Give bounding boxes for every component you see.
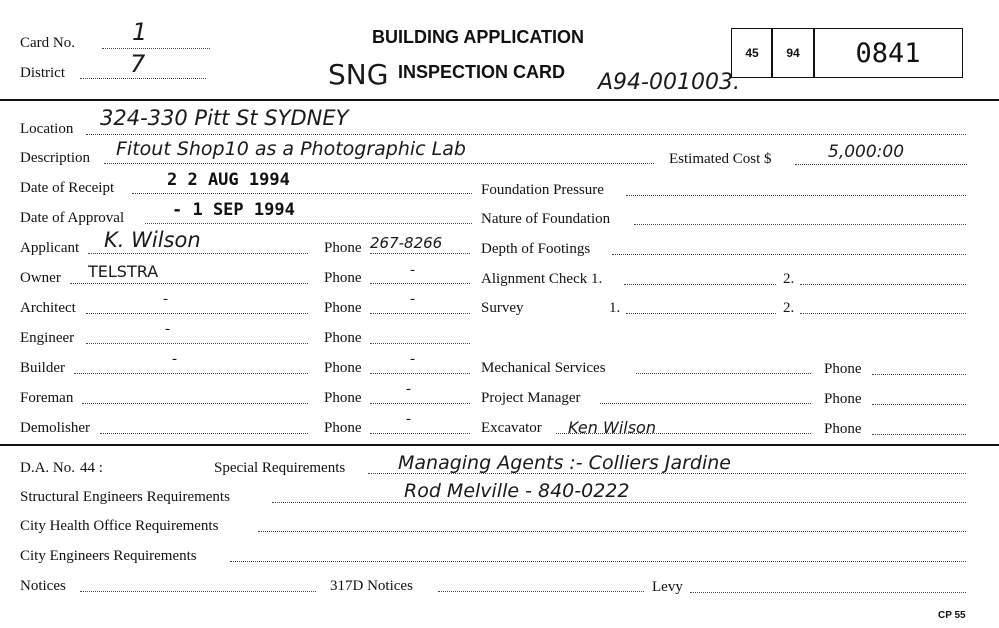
- date-approval-label: Date of Approval: [20, 210, 125, 226]
- card-no-line: [102, 48, 210, 49]
- alignment-check-line-2: [800, 284, 966, 285]
- date-receipt-label: Date of Receipt: [20, 180, 115, 196]
- foreman-phone-label: Phone: [324, 390, 362, 406]
- architect-line: [86, 313, 308, 314]
- estimated-cost-label: Estimated Cost $: [669, 151, 772, 167]
- structural-requirements-label: Structural Engineers Requirements: [20, 489, 230, 505]
- nature-foundation-line: [634, 224, 966, 225]
- location-value: 324-330 Pitt St SYDNEY: [100, 106, 349, 130]
- architect-label: Architect: [20, 300, 76, 316]
- builder-line: [74, 373, 308, 374]
- owner-value: TELSTRA: [88, 262, 159, 281]
- foreman-phone-line: [370, 403, 470, 404]
- description-line: [104, 163, 654, 164]
- notices-line: [80, 591, 316, 592]
- foundation-pressure-label: Foundation Pressure: [481, 182, 604, 198]
- description-label: Description: [20, 150, 90, 166]
- survey-line-2: [800, 313, 966, 314]
- builder-phone-label: Phone: [324, 360, 362, 376]
- estimated-cost-line: [795, 164, 967, 165]
- applicant-label: Applicant: [20, 240, 80, 256]
- engineer-dash: -: [165, 321, 170, 337]
- project-manager-line: [600, 403, 811, 404]
- owner-phone-dash: -: [410, 262, 415, 278]
- demolisher-line: [100, 433, 308, 434]
- alignment-check-label: Alignment Check 1.: [481, 271, 603, 287]
- owner-line: [70, 283, 308, 284]
- mechanical-services-line: [636, 373, 811, 374]
- box-cell-1: 45: [731, 28, 773, 78]
- notices-label: Notices: [20, 578, 66, 594]
- handwritten-code: SNG: [328, 58, 389, 91]
- mechanical-services-label: Mechanical Services: [481, 360, 606, 376]
- applicant-phone-value: 267-8266: [370, 234, 443, 252]
- mechanical-phone-label: Phone: [824, 361, 862, 377]
- form-subtitle: INSPECTION CARD: [398, 62, 566, 82]
- district-label: District: [20, 65, 65, 81]
- card-no-label: Card No.: [20, 35, 75, 51]
- special-requirements-label: Special Requirements: [214, 460, 346, 476]
- excavator-phone-label: Phone: [824, 421, 862, 437]
- district-value: 7: [130, 50, 146, 78]
- date-receipt-stamp: 2 2 AUG 1994: [167, 170, 290, 190]
- card-no-value: 1: [132, 18, 148, 46]
- description-value: Fitout Shop10 as a Photographic Lab: [116, 138, 466, 160]
- depth-footings-label: Depth of Footings: [481, 241, 591, 257]
- date-approval-stamp: - 1 SEP 1994: [172, 200, 295, 220]
- applicant-phone-label: Phone: [324, 240, 362, 256]
- da-no-label: D.A. No.: [20, 460, 75, 476]
- demolisher-phone-line: [370, 433, 470, 434]
- depth-footings-line: [612, 254, 966, 255]
- owner-label: Owner: [20, 270, 61, 286]
- estimated-cost-value: 5,000:00: [828, 142, 905, 162]
- city-engineers-label: City Engineers Requirements: [20, 548, 197, 564]
- builder-label: Builder: [20, 360, 65, 376]
- da-no-value: 44 :: [80, 460, 103, 476]
- levy-label: Levy: [652, 579, 683, 595]
- structural-requirements-line: [272, 502, 966, 503]
- foundation-pressure-line: [626, 195, 966, 196]
- engineer-phone-label: Phone: [324, 330, 362, 346]
- mechanical-phone-line: [872, 374, 966, 375]
- header-divider: [0, 99, 999, 101]
- applicant-line: [88, 253, 308, 254]
- nature-foundation-label: Nature of Foundation: [481, 211, 611, 227]
- alignment-check-2-label: 2.: [783, 271, 795, 287]
- city-engineers-line: [230, 561, 966, 562]
- survey-line-1: [626, 313, 776, 314]
- project-manager-label: Project Manager: [481, 390, 581, 406]
- notices-317d-label: 317D Notices: [330, 578, 413, 594]
- applicant-value: K. Wilson: [104, 228, 201, 252]
- footer-divider: [0, 444, 999, 446]
- excavator-label: Excavator: [481, 420, 542, 436]
- engineer-label: Engineer: [20, 330, 75, 346]
- architect-phone-label: Phone: [324, 300, 362, 316]
- excavator-phone-line: [872, 434, 966, 435]
- engineer-line: [86, 343, 308, 344]
- engineer-phone-line: [370, 343, 470, 344]
- owner-phone-line: [370, 283, 470, 284]
- survey-2-label: 2.: [783, 300, 795, 316]
- architect-phone-dash: -: [410, 291, 415, 307]
- owner-phone-label: Phone: [324, 270, 362, 286]
- alignment-check-line-1: [624, 284, 776, 285]
- architect-phone-line: [370, 313, 470, 314]
- form-code: CP 55: [938, 610, 966, 621]
- demolisher-phone-label: Phone: [324, 420, 362, 436]
- district-line: [80, 78, 206, 79]
- application-reference: A94-001003.: [598, 70, 740, 95]
- city-health-label: City Health Office Requirements: [20, 518, 219, 534]
- levy-line: [690, 592, 966, 593]
- foreman-phone-dash: -: [406, 381, 411, 397]
- builder-dash: -: [172, 351, 177, 367]
- location-label: Location: [20, 121, 74, 137]
- notices-317d-line: [438, 591, 644, 592]
- demolisher-phone-dash: -: [406, 411, 411, 427]
- architect-dash: -: [163, 291, 168, 307]
- project-manager-phone-label: Phone: [824, 391, 862, 407]
- builder-phone-dash: -: [410, 351, 415, 367]
- project-manager-phone-line: [872, 404, 966, 405]
- survey-1-label: 1.: [609, 300, 621, 316]
- box-cell-2: 94: [771, 28, 815, 78]
- city-health-line: [258, 531, 966, 532]
- excavator-value: Ken Wilson: [568, 418, 656, 437]
- card-number: 0841: [813, 28, 963, 78]
- location-line: [86, 134, 966, 135]
- demolisher-label: Demolisher: [20, 420, 90, 436]
- special-requirements-value: Managing Agents :- Colliers Jardine: [398, 452, 731, 474]
- structural-requirements-value: Rod Melville - 840-0222: [404, 480, 630, 502]
- foreman-line: [82, 403, 308, 404]
- applicant-phone-line: [370, 253, 470, 254]
- foreman-label: Foreman: [20, 390, 74, 406]
- form-title: BUILDING APPLICATION: [372, 27, 584, 47]
- date-receipt-line: [132, 193, 472, 194]
- builder-phone-line: [370, 373, 470, 374]
- date-approval-line: [145, 223, 472, 224]
- survey-label: Survey: [481, 300, 524, 316]
